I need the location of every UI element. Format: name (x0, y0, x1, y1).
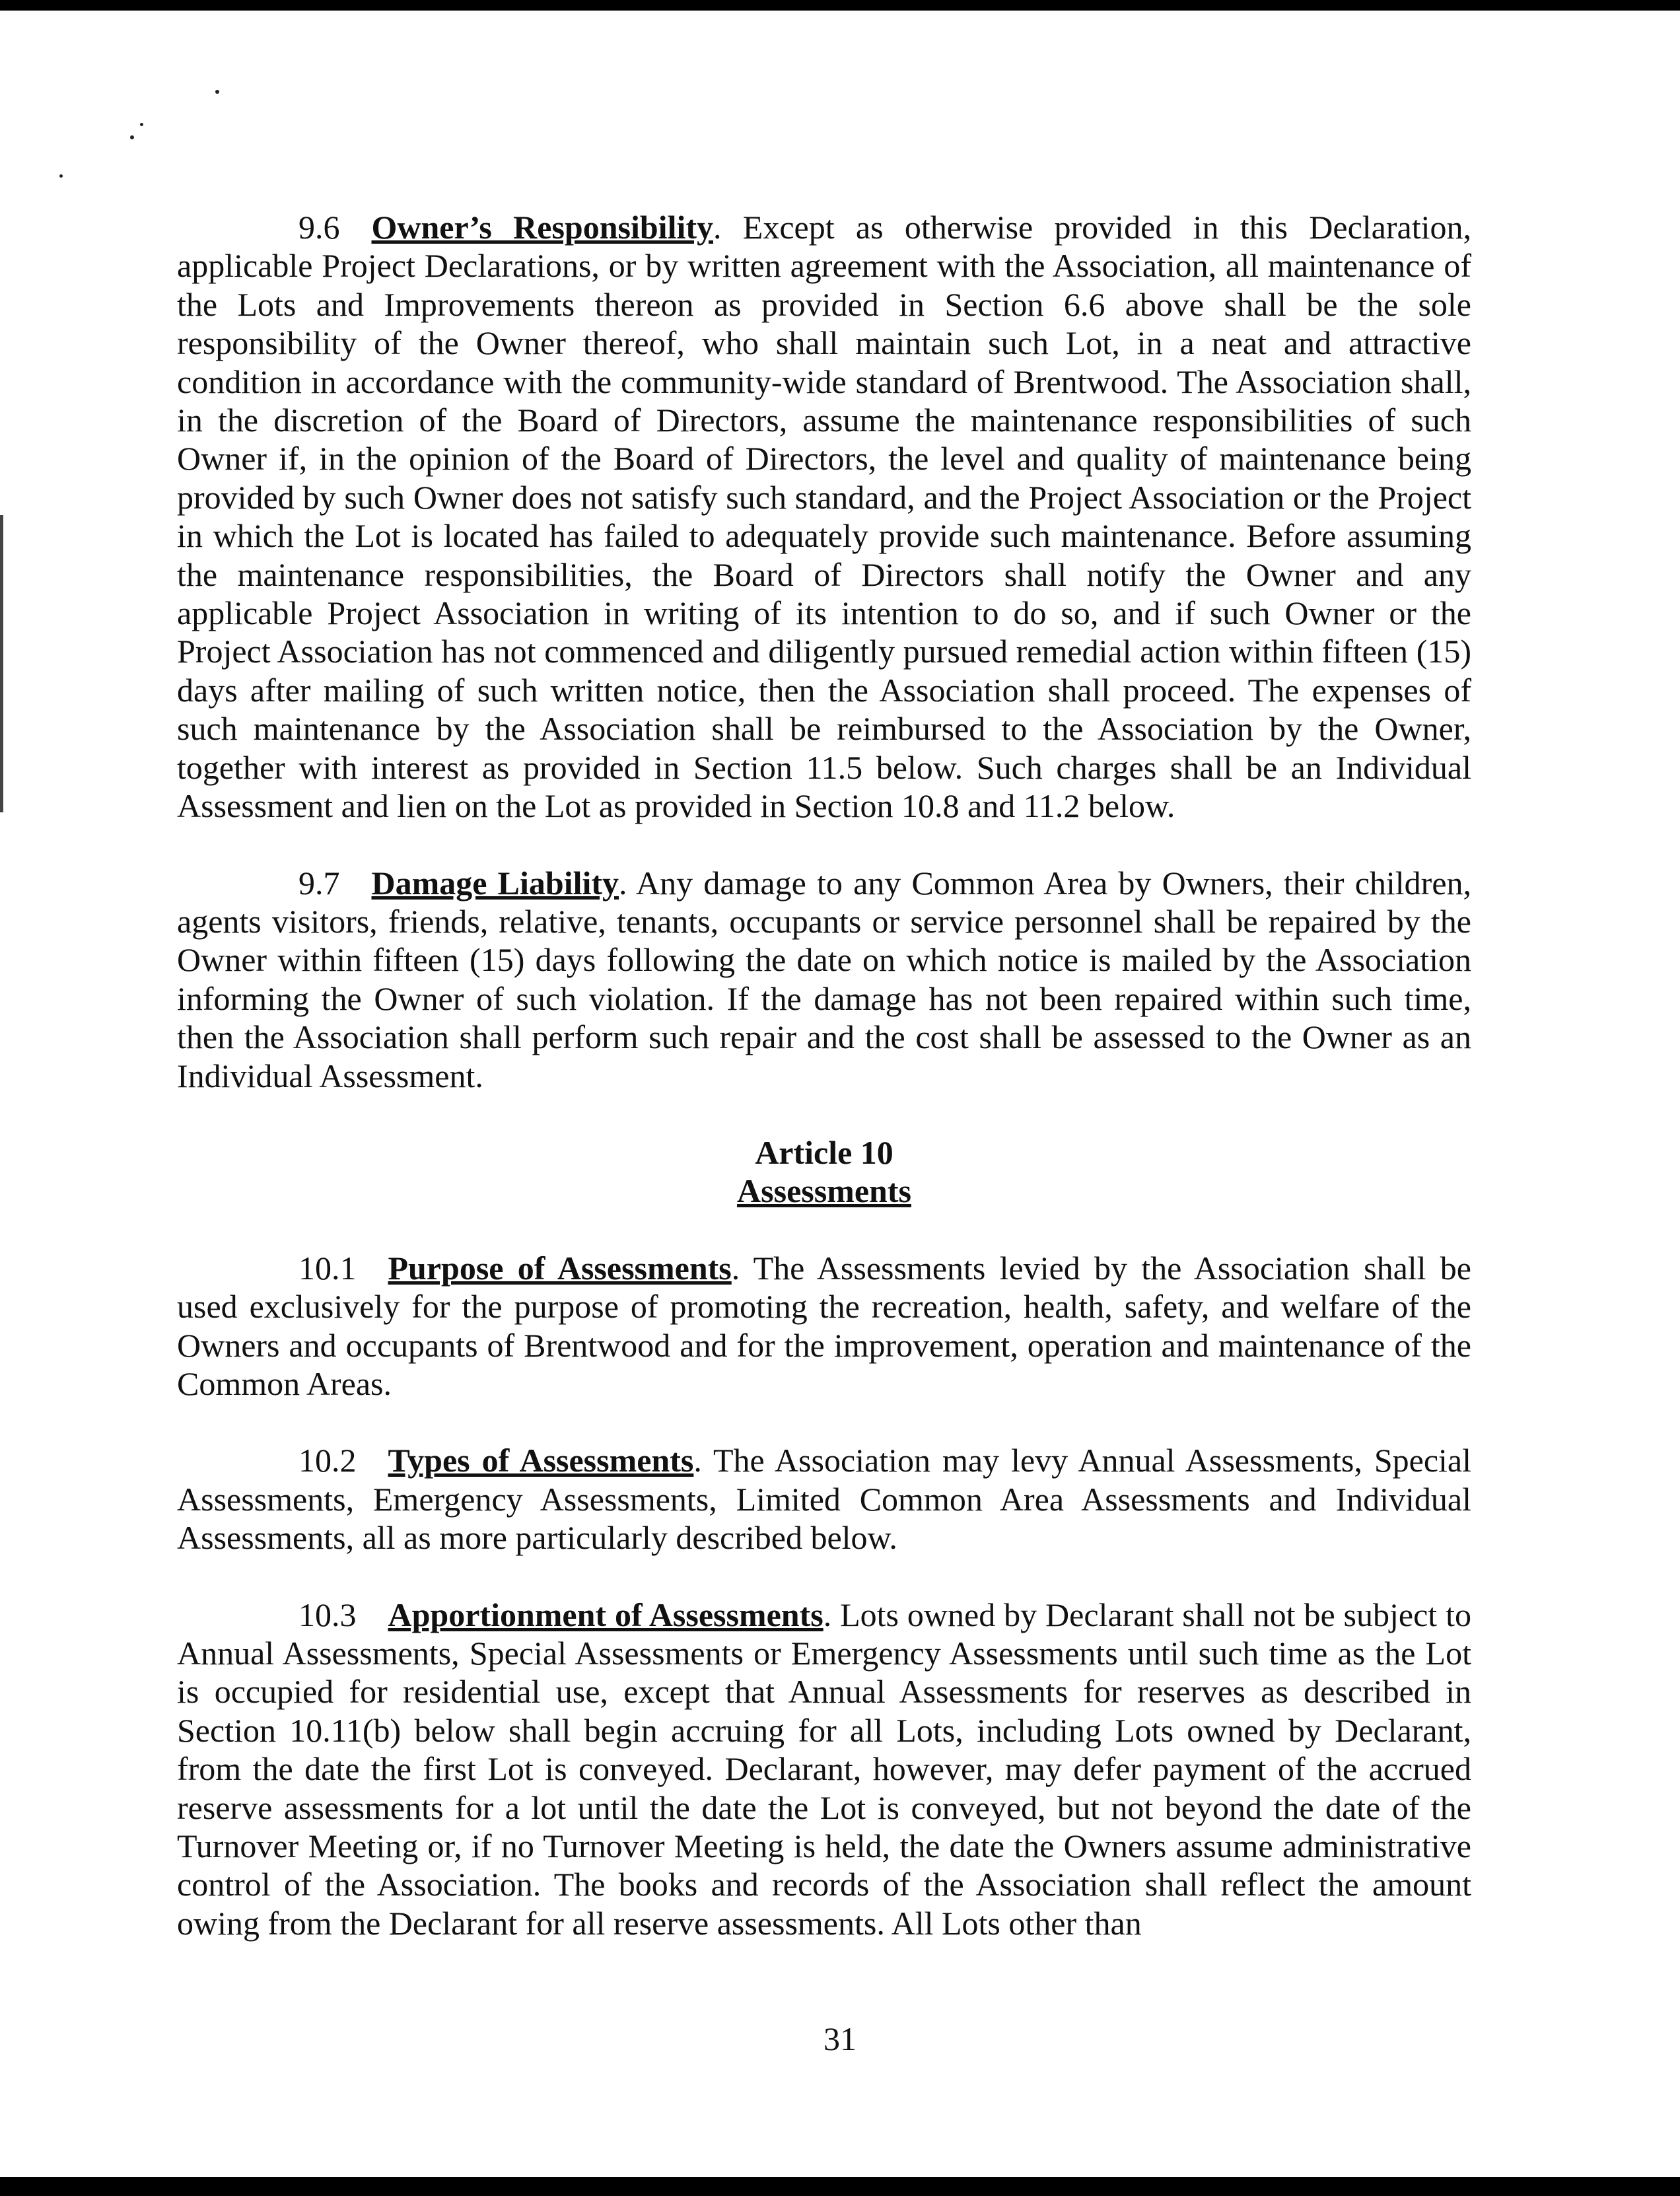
scan-speck (140, 123, 143, 126)
section-heading: Types of Assessments (388, 1442, 694, 1479)
section-body: Any damage to any Common Area by Owners, their children, agents visitors, friends, relative, tenants, occupants or service personnel shall be repaired by the Owner within fifteen (15) days following the date on which notice is mailed by the Association informing the Owner of such violation. If the damage has not been repaired within such time, then the Association shall perform such repair and the cost shall be assessed to the Owner as an Individual Assessment. (177, 864, 1472, 1094)
scan-speck (215, 90, 219, 94)
document-body (177, 208, 1471, 1942)
scan-speck (59, 174, 63, 178)
page-number: 31 (823, 2020, 857, 2057)
section-body: The Assessments levied by the Association shall be used exclusively for the purpose of promoting the recreation, health, safety, and welfare of the Owners and occupants of Brentwood and for the improvement, operation and maintenance of the Common Areas. (177, 1249, 1471, 1402)
section-number: 10.3 (298, 1596, 357, 1633)
section-10-2: 10.2 Types of Assessments. The Association may levy Annual Assessments, Special Assessments, Emergency Assessments, Limited Common Area Assessments and Individual Assessments, all as more particularly described below. (177, 1442, 1471, 1557)
scan-speck (130, 135, 134, 139)
section-body: Lots owned by Declarant shall not be subject to Annual Assessments, Special Assessments or Emergency Assessments until such time as the Lot is occupied for residential use, except that Annual Assessments for reserves as described in Section 10.11(b) below shall begin accruing for all Lots, including Lots owned by Declarant, from the date the first Lot is conveyed. Declarant, however, may defer payment of the accrued reserve assessments for a lot until the date the Lot is conveyed, but not beyond the date of the Turnover Meeting or, if no Turnover Meeting is held, the date the Owners assume administrative control of the Association. The books and records of the Association shall reflect the amount owing from the Declarant for all reserve assessments. All Lots other than (177, 1596, 1471, 1942)
section-body: Except as otherwise provided in this Declaration, applicable Project Declarations, or by written agreement with the Association, all maintenance of the Lots and Improvements thereon as provided in Section 6.6 above shall be the sole responsibility of the Owner thereof, who shall maintain such Lot, in a neat and attractive condition in accordance with the community-wide standard of Brentwood. The Association shall, in the discretion of the Board of Directors, assume the maintenance responsibilities of such Owner if, in the opinion of the Board of Directors, the level and quality of maintenance being provided by such Owner does not satisfy such standard, and the Project Association or the Project in which the Lot is located has failed to adequately provide such maintenance. Before assuming the maintenance responsibilities, the Board of Directors shall notify the Owner and any applicable Project Association in writing of its intention to do so, and if such Owner or the Project Association has not commenced and diligently pursued remedial action within fifteen (15) days after mailing of such written notice, then the Association shall proceed. The expenses of such maintenance by the Association shall be reimbursed to the Association by the Owner, together with interest as provided in Section 11.5 below. Such charges shall be an Individual Assessment and lien on the Lot as provided in Section 10.8 and 11.2 below. (177, 209, 1471, 825)
article-title: Assessments (737, 1172, 911, 1210)
article-label: Article 10 (755, 1133, 893, 1171)
section-heading: Purpose of Assessments (388, 1249, 732, 1287)
section-number: 9.7 (298, 864, 340, 902)
section-number: 9.6 (298, 209, 340, 246)
section-number: 10.2 (298, 1442, 357, 1479)
section-heading: Apportionment of Assessments (388, 1596, 823, 1633)
section-9-6: 9.6 Owner’s Responsibility. Except as otherwise provided in this Declaration, applicable Project Declarations, or by written agreement with the Association, all maintenance of the Lots and Improvements thereon as provided in Section 6.6 above shall be the sole responsibility of the Owner thereof, who shall maintain such Lot, in a neat and attractive condition in accordance with the community-wide standard of Brentwood. The Association shall, in the discretion of the Board of Directors, assume the maintenance responsibilities of such Owner if, in the opinion of the Board of Directors, the level and quality of maintenance being provided by such Owner does not satisfy such standard, and the Project Association or the Project in which the Lot is located has failed to adequately provide such maintenance. Before assuming the maintenance responsibilities, the Board of Directors shall notify the Owner and any applicable Project Association in writing of its intention to do so, and if such Owner or the Project Association has not commenced and diligently pursued remedial action within fifteen (15) days after mailing of such written notice, then the Association shall proceed. The expenses of such maintenance by the Association shall be reimbursed to the Association by the Owner, together with interest as provided in Section 11.5 below. Such charges shall be an Individual Assessment and lien on the Lot as provided in Section 10.8 and 11.2 below. (177, 209, 1471, 825)
section-10-1: 10.1 Purpose of Assessments. The Assessments levied by the Association shall be used exclusively for the purpose of promoting the recreation, health, safety, and welfare of the Owners and occupants of Brentwood and for the improvement, operation and maintenance of the Common Areas. (177, 1249, 1471, 1402)
section-9-7: 9.7 Damage Liability. Any damage to any Common Area by Owners, their children, agents visitors, friends, relative, tenants, occupants or service personnel shall be repaired by the Owner within fifteen (15) days following the date on which notice is mailed by the Association informing the Owner of such violation. If the damage has not been repaired within such time, then the Association shall perform such repair and the cost shall be assessed to the Owner as an Individual Assessment. (177, 864, 1472, 1094)
section-heading: Damage Liability (371, 864, 619, 902)
section-heading: Owner’s Responsibility (371, 209, 713, 246)
section-number: 10.1 (298, 1249, 357, 1287)
section-10-3: 10.3 Apportionment of Assessments. Lots owned by Declarant shall not be subject to Annual Assessments, Special Assessments or Emergency Assessments until such time as the Lot is occupied for residential use, except that Annual Assessments for reserves as described in Section 10.11(b) below shall begin accruing for all Lots, including Lots owned by Declarant, from the date the first Lot is conveyed. Declarant, however, may defer payment of the accrued reserve assessments for a lot until the date the Lot is conveyed, but not beyond the date of the Turnover Meeting or, if no Turnover Meeting is held, the date the Owners assume administrative control of the Association. The books and records of the Association shall reflect the amount owing from the Declarant for all reserve assessments. All Lots other than (177, 1596, 1471, 1942)
scan-border-left (0, 515, 3, 812)
scan-border-top (0, 0, 1680, 11)
section-body: The Association may levy Annual Assessments, Special Assessments, Emergency Assessments, Limited Common Area Assessments and Individual Assessments, all as more particularly described below. (177, 1442, 1471, 1557)
scan-border-bottom (0, 2177, 1680, 2196)
